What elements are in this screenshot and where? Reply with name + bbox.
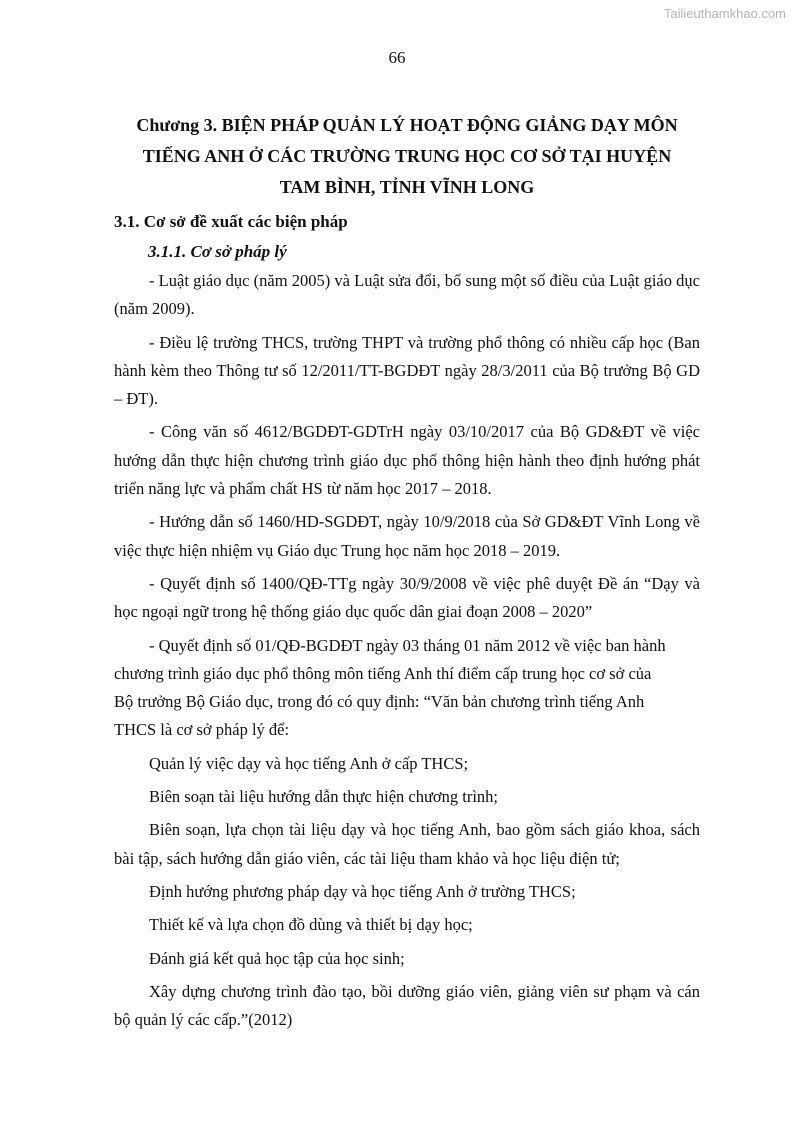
document-body: [114, 267, 700, 1034]
watermark: Tailieuthamkhao.com: [663, 6, 786, 21]
paragraph-line: - Quyết định số 01/QĐ-BGDĐT ngày 03 tháng 01 năm 2012 về việc ban hành: [149, 635, 666, 655]
paragraph-line: chương trình giáo dục phổ thông môn tiếng Anh thí điểm cấp trung học cơ sở của: [114, 663, 652, 683]
chapter-title-line: TIẾNG ANH Ở CÁC TRƯỜNG TRUNG HỌC CƠ SỞ TẠI HUYỆN: [142, 146, 672, 166]
page-number: 66: [388, 48, 406, 67]
list-item: Đánh giá kết quả học tập của học sinh;: [149, 948, 405, 968]
paragraph-line: THCS là cơ sở pháp lý để:: [114, 720, 290, 740]
chapter-title-line: TAM BÌNH, TỈNH VĨNH LONG: [279, 177, 535, 197]
paragraph-guideline: - Hướng dẫn số 1460/HD-SGDĐT, ngày 10/9/2018 của Sở GD&ĐT Vĩnh Long về việc thực hiện nhiệm vụ Giáo dục Trung học năm học 2018 – 2019.: [114, 512, 700, 560]
paragraph-official-letter: - Công văn số 4612/BGDĐT-GDTrH ngày 03/10/2017 của Bộ GD&ĐT về việc hướng dẫn thực hiện chương trình giáo dục phổ thông hiện hành theo định hướng phát triển năng lực và phẩm chất HS từ năm học 2017 – 2018.: [114, 422, 700, 499]
paragraph-school-charter: - Điều lệ trường THCS, trường THPT và trường phổ thông có nhiều cấp học (Ban hành kèm theo Thông tư số 12/2011/TT-BGDĐT ngày 28/3/2011 của Bộ trưởng Bộ GD – ĐT).: [114, 332, 700, 409]
list-item: Xây dựng chương trình đào tạo, bồi dưỡng giáo viên, giảng viên sư phạm và cán bộ quản lý các cấp.”(2012): [114, 981, 700, 1030]
chapter-title-line: Chương 3. BIỆN PHÁP QUẢN LÝ HOẠT ĐỘNG GIẢNG DẠY MÔN: [136, 115, 678, 135]
subsection-heading: 3.1.1. Cơ sở pháp lý: [148, 242, 287, 261]
list-item: Biên soạn tài liệu hướng dẫn thực hiện chương trình;: [149, 787, 499, 807]
section-heading: 3.1. Cơ sở đề xuất các biện pháp: [114, 212, 348, 231]
list-item: Thiết kế và lựa chọn đồ dùng và thiết bị dạy học;: [149, 915, 473, 935]
chapter-title: [110, 110, 704, 203]
paragraph-law-education: - Luật giáo dục (năm 2005) và Luật sửa đổi, bổ sung một số điều của Luật giáo dục (năm 2009).: [114, 271, 700, 319]
paragraph-decision-1400: - Quyết định số 1400/QĐ-TTg ngày 30/9/2008 về việc phê duyệt Đề án “Dạy và học ngoại ngữ trong hệ thống giáo dục quốc dân giai đoạn 2008 – 2020”: [114, 573, 700, 622]
list-item: Biên soạn, lựa chọn tài liệu dạy và học tiếng Anh, bao gồm sách giáo khoa, sách bài tập, sách hướng dẫn giáo viên, các tài liệu tham khảo và học liệu điện tử;: [114, 820, 700, 868]
list-item: Quản lý việc dạy và học tiếng Anh ở cấp THCS;: [149, 753, 469, 773]
list-item: Định hướng phương pháp dạy và học tiếng Anh ở trường THCS;: [149, 881, 576, 901]
paragraph-line: Bộ trưởng Bộ Giáo dục, trong đó có quy định: “Văn bản chương trình tiếng Anh: [114, 692, 645, 712]
paragraph-decision-01: [114, 632, 700, 745]
